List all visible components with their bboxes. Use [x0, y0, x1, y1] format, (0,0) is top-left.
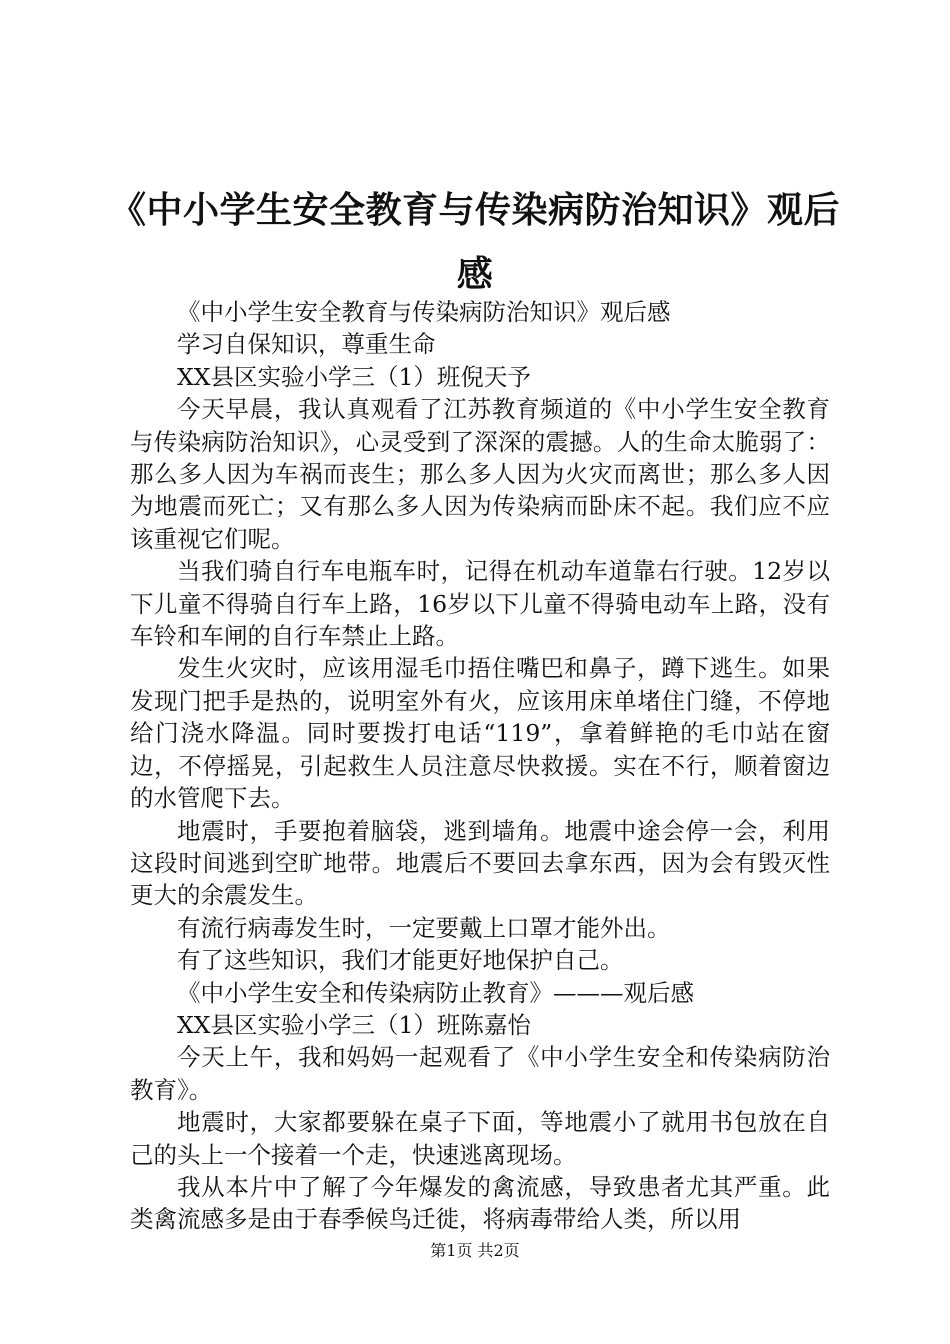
- paragraph-body: 当我们骑自行车电瓶车时，记得在机动车道靠右行驶。12岁以下儿童不得骑自行车上路，16岁以下儿童不得骑电动车上路，没有车铃和车闸的自行车禁止上路。: [130, 557, 830, 651]
- paragraph-author: XX县区实验小学三（1）班倪天予: [177, 362, 531, 391]
- paragraph-body: 今天早晨，我认真观看了江苏教育频道的《中小学生安全教育与传染病防治知识》，心灵受到了深深的震撼。人的生命太脆弱了：那么多人因为车祸而丧生；那么多人因为火灾而离世；那么多人因为地震而死亡；又有那么多人因为传染病而卧床不起。我们应不应该重视它们呢。: [130, 395, 830, 553]
- paragraph-body: 发生火灾时，应该用湿毛巾捂住嘴巴和鼻子，蹲下逃生。如果发现门把手是热的，说明室外有火，应该用床单堵住门缝，不停地给门浇水降温。同时要拨打电话“119”，拿着鲜艳的毛巾站在窗边，不停摇晃，引起救生人员注意尽快救援。实在不行，顺着窗边的水管爬下去。: [130, 654, 830, 813]
- paragraph-body: 今天上午，我和妈妈一起观看了《中小学生安全和传染病防治教育》。: [130, 1043, 830, 1104]
- paragraph-heading: 《中小学生安全和传染病防止教育》———观后感: [177, 978, 694, 1007]
- paragraph-body: 地震时，手要抱着脑袋，逃到墙角。地震中途会停一会，利用这段时间逃到空旷地带。地震后不要回去拿东西，因为会有毁灭性更大的余震发生。: [130, 816, 830, 910]
- paragraph-subtitle: 学习自保知识，尊重生命: [177, 330, 436, 359]
- paragraph-body: 地震时，大家都要躲在桌子下面，等地震小了就用书包放在自己的头上一个接着一个走，快速逃离现场。: [130, 1108, 830, 1169]
- document-body: [130, 296, 830, 1236]
- paragraph-author: XX县区实验小学三（1）班陈嘉怡: [177, 1010, 531, 1039]
- document-title: 《中小学生安全教育与传染病防治知识》观后感: [110, 189, 841, 295]
- paragraph-body: 有了这些知识，我们才能更好地保护自己。: [177, 946, 624, 975]
- paragraph-body: 有流行病毒发生时，一定要戴上口罩才能外出。: [177, 913, 671, 942]
- paragraph-body: 我从本片中了解了今年爆发的禽流感，导致患者尤其严重。此类禽流感多是由于春季候鸟迁徙，将病毒带给人类，所以用: [130, 1172, 830, 1234]
- page-number-footer: 第1页 共2页: [430, 1241, 520, 1260]
- paragraph-heading: 《中小学生安全教育与传染病防治知识》观后感: [177, 298, 671, 326]
